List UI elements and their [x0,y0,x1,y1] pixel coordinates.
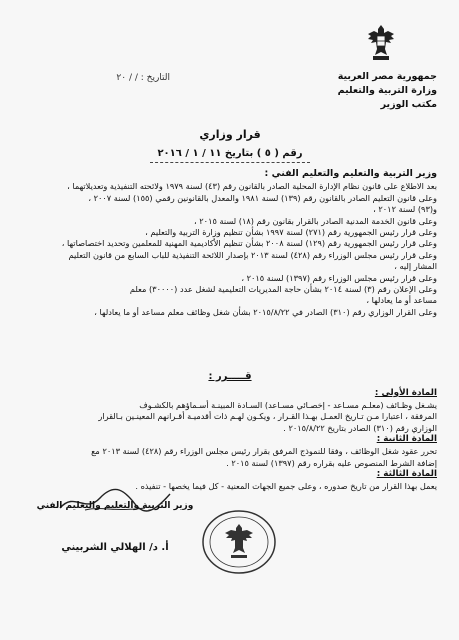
signature-name: أ. د/ الهلالي الشربيني [61,542,169,553]
decree-number: رقم ( ٥ ) بتاريخ ١١ / ١ / ٢٠١٦ [157,148,303,159]
preamble-line: وعلى قانون الخدمة المدنية الصادر بالقرار بقانون رقم (١٨) لسنة ٢٠١٥ ، [194,215,437,226]
article-line: الوزاري رقم (٣١٠) الصادر بتاريخ ٢٠١٥/٨/٢٢ . [283,422,437,433]
divider [150,162,310,163]
eagle-emblem-icon [365,22,397,62]
preamble-heading: وزير التربية والتعليم والتعليم الفني : [264,168,437,179]
preamble-line: وعلى قرار رئيس الجمهورية رقم (١٢٩) لسنة ٢٠٠٨ بشأن تنظيم الأكاديمية المهنية للمعلمين وتحديد اختصاصاتها ، [61,238,437,249]
preamble-line: وعلى قرار رئيس مجلس الوزراء رقم (١٣٩٧) لسنة ٢٠١٥ ، [241,272,437,283]
decides-heading: قـــــرر : [208,371,252,382]
preamble-line: وعلى الإعلان رقم (٣) لسنة ٢٠١٤ بشأن حاجة المديريات التعليمية لشغل عدد (٣٠٠٠٠) معلم [129,284,437,295]
signature-title: وزير التربية والتعليم والتعليم الفني [36,501,194,511]
preamble-line: وعلى قرار رئيس الجمهورية رقم (٢٧١) لسنة ١٩٩٧ بشأن تنظيم وزارة التربية والتعليم ، [145,227,437,238]
article-line: تحرر عقود شغل الوظائف ، وفقا للنموذج المرفق بقرار رئيس مجلس الوزراء رقم (٤٢٨) لسنة ٢٠١٣ مع [91,445,437,456]
preamble [17,168,437,318]
article-line: إضافة الشرط المنصوص عليه بقراره رقم (١٣٩٧) لسنة ٢٠١٥ . [226,457,437,468]
preamble-line: بعد الاطلاع على قانون نظام الإدارة المحلية الصادر بالقانون رقم (٤٣) لسنة ١٩٧٩ ولائحته التنفيذية وتعديلاتهما ، [67,181,437,192]
article-line: يعمل بهذا القرار من تاريخ صدوره ، وعلى جميع الجهات المعنية - كل فيما يخصها - تنفيذه . [135,480,437,491]
office-line: مكتب الوزير [380,99,437,110]
articles [17,388,437,492]
country-line: جمهورية مصر العربية [337,71,437,82]
article-line: المرفقة ، اعتبارا مـن تـاريخ العمـل بهـذا القـرار ، ويكـون لهـم ذات أقدميـة أقـرانهم المعينـين بـالقرار [98,411,437,422]
preamble-line: وعلى قرار رئيس مجلس الوزراء رقم (٤٢٨) لسنة ٢٠١٣ بإصدار اللائحة التنفيذية للباب السابع من قانون التعليم [68,249,437,260]
preamble-line: مساعد أو ما يعادلها ، [366,295,437,306]
ministry-header [297,70,437,112]
date-line: التاريخ : / / ٢٠ [116,73,170,83]
article-heading: المادة الثانية : [376,434,437,445]
article-heading: المادة الثالثة : [376,469,437,480]
ministry-seal-icon [200,508,278,576]
decree-title: قرار وزاري [199,128,261,141]
preamble-line: وعلى القرار الوزاري رقم (٣١٠) الصادر في ٢٠١٥/٨/٢٢ بشأن شغل وظائف معلم مساعد أو ما يعادلها ، [94,306,437,317]
preamble-line: وعلى قانون التعليم الصادر بالقانون رقم (١٣٩) لسنة ١٩٨١ والمعدل بالقانونين رقمي (١٥٥) لسنة ٢٠٠٧ ، [88,192,437,203]
article-heading: المادة الأولى : [374,388,437,398]
article-line: يشـغل وظـائف (معلـم مسـاعد - إخصـائي مسـاعد) السـادة المبينـة أسـماؤهم بالكشـوف [139,399,437,410]
ministry-line: وزارة التربية والتعليم [337,85,437,96]
preamble-line: المشار إليه ، [394,261,437,272]
preamble-line: و(٩٣) لسنة ٢٠١٢ ، [373,204,437,215]
